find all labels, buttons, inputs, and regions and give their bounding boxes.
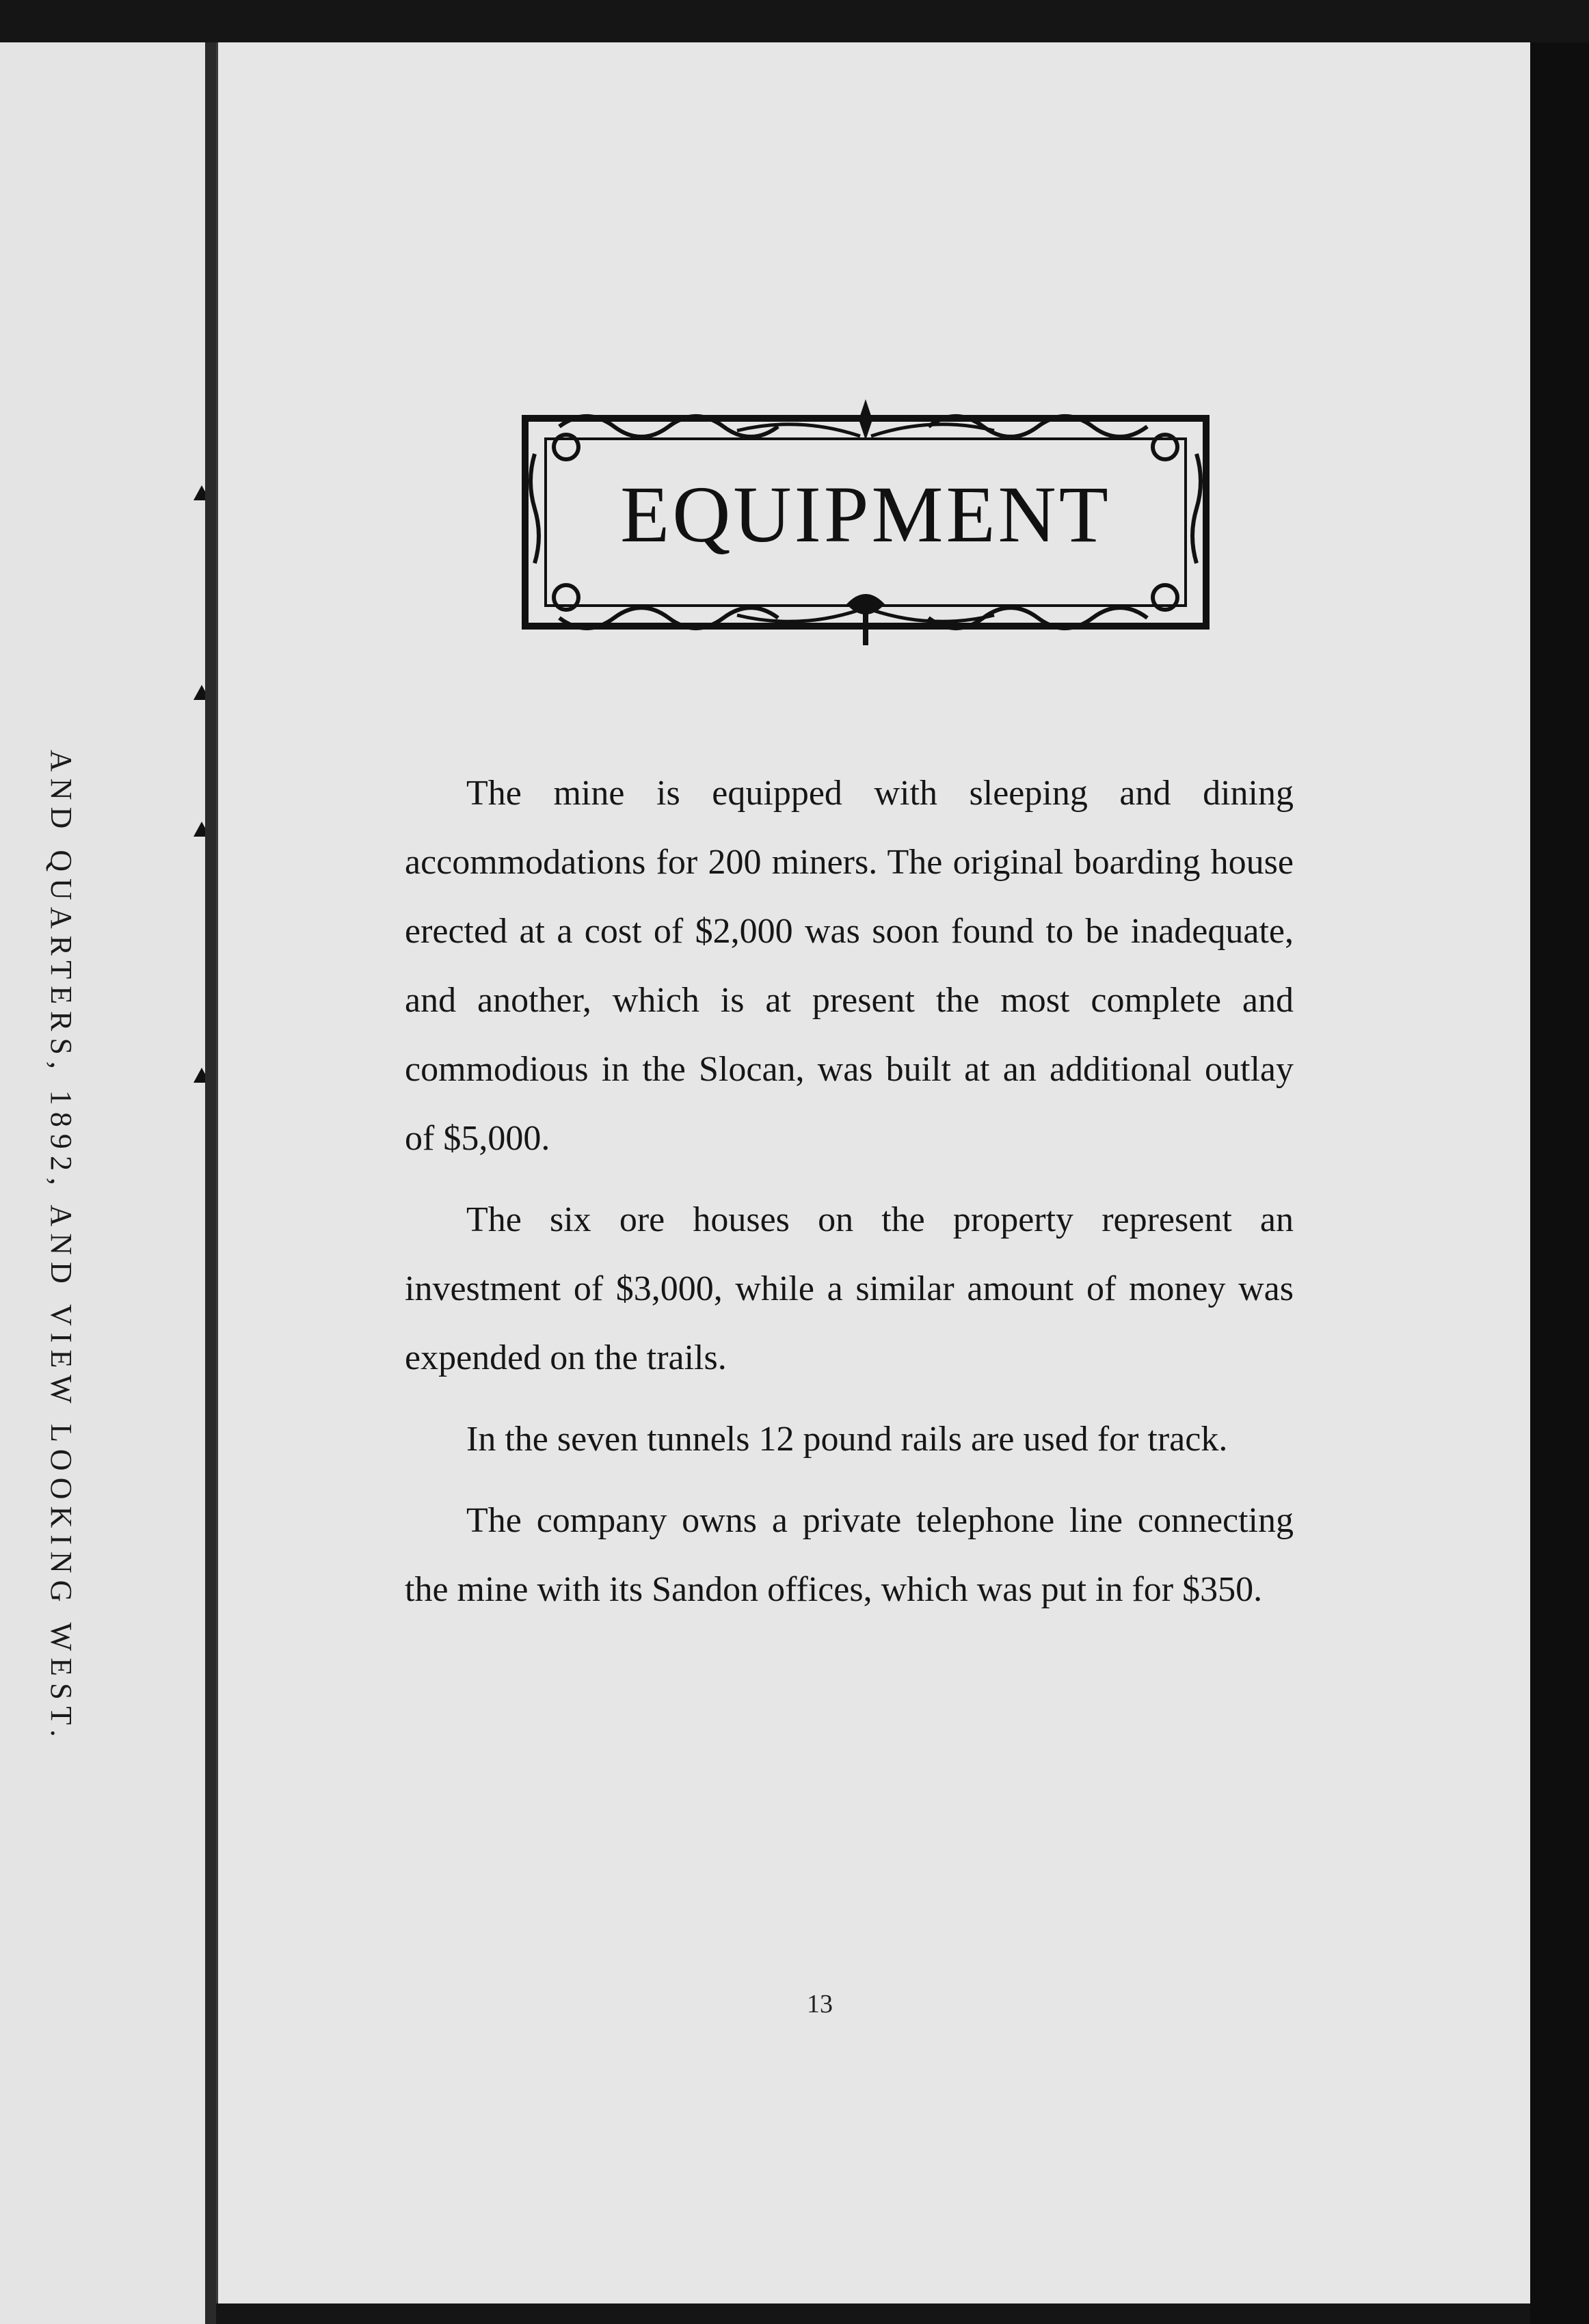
page-number: 13 xyxy=(807,1990,833,2018)
book-spine-gutter xyxy=(205,42,216,2324)
page-edge-shadow xyxy=(1530,42,1589,2324)
rotated-caption xyxy=(31,128,79,2014)
rotated-caption-text: AND QUARTERS, 1892, AND VIEW LOOKING WEST. xyxy=(44,750,78,1744)
paragraph: The six ore houses on the property represent an investment of $3,000, while a similar amount of money was expended on the trails. xyxy=(405,1200,1294,1377)
body-text xyxy=(405,759,1294,1636)
ornamental-header-frame xyxy=(518,399,1213,645)
paragraph: The company owns a private telephone line connecting the mine with its Sandon offices, which was put in for $350. xyxy=(405,1501,1294,1609)
left-page-fragment xyxy=(0,42,206,2324)
paragraph: The mine is equipped with sleeping and dining accommodations for 200 miners. The original boarding house erected at a cost of $2,000 was soon found to be inadequate, and another, which is at present the most complete and commodious in the Slocan, was built at an additional outlay of $5,000. xyxy=(405,774,1294,1158)
section-title: EQUIPMENT xyxy=(620,470,1111,559)
paragraph: In the seven tunnels 12 pound rails are used for track. xyxy=(466,1420,1228,1459)
